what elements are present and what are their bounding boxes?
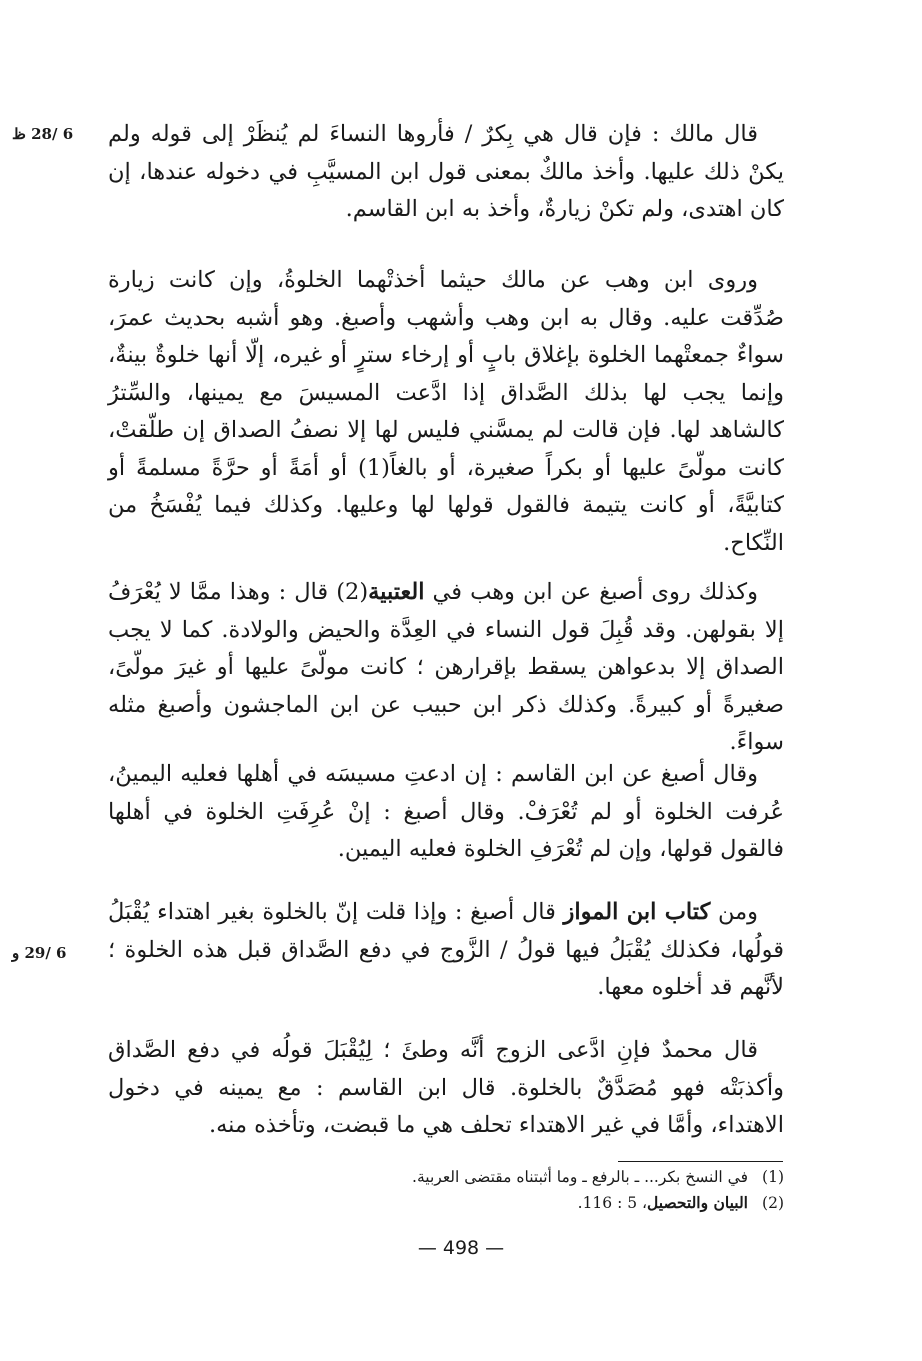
footnote-1-number: (1) bbox=[762, 1168, 784, 1186]
footnote-2-number: (2) bbox=[762, 1194, 784, 1212]
book-title-ibn-al-mawwaz: كتاب ابن المواز bbox=[563, 899, 711, 925]
margin-folio-ref-28: 6 /28 ظ bbox=[12, 125, 74, 143]
paragraph-5-text-b: قال أصبغ : وإذا قلت إنّ بالخلوة بغير اهتداء يُقْبَلُ قولُها، فكذلك يُقْبَلُ فيها قولُ / الزَّوج في دفع الصَّداق قبل هذه الخلوة ؛ لأنَّهم قد أخلوه معها. bbox=[108, 899, 784, 1000]
footnote-1 bbox=[300, 1164, 784, 1190]
margin-folio-ref-29: 6 /29 و bbox=[12, 944, 67, 962]
footnote-2-text: ، 5 : 116. bbox=[577, 1194, 648, 1212]
footnote-2-book-title: البيان والتحصيل bbox=[647, 1193, 748, 1212]
footnote-1-text: في النسخ بكر... ـ بالرفع ـ وما أثبتناه مقتضى العربية. bbox=[412, 1168, 748, 1186]
paragraph-4 bbox=[108, 756, 784, 869]
paragraph-5 bbox=[108, 894, 784, 1007]
paragraph-3-text-a: وكذلك روى أصبغ عن ابن وهب في bbox=[424, 579, 759, 605]
page-number: — 498 — bbox=[417, 1237, 505, 1259]
paragraph-3 bbox=[108, 574, 784, 762]
paragraph-2 bbox=[108, 262, 784, 562]
paragraph-1-text: قال مالك : فإن قال هي بِكرٌ / فأروها النساءَ لم يُنظَرْ إلى قوله ولم يكنْ ذلك عليها. وأخذ مالكٌ بمعنى قول ابن المسيَّبِ في دخوله عندها، إن كان اهتدى، ولم تكنْ زيارةٌ، وأخذ به ابن القاسم. bbox=[108, 121, 784, 222]
paragraph-6-text: قال محمدٌ فإنِ ادَّعى الزوج أنَّه وطئَ ؛ لِيُقْبَلَ قولُه في دفع الصَّداق وأكذبَتْه فهو مُصَدَّقٌ بالخلوة. قال ابن القاسم : مع يمينه في دخول الاهتداء، وأمَّا في غير الاهتداء تحلف هي ما قبضت، وتأخذه منه. bbox=[108, 1037, 784, 1138]
book-title-utbiyya: العتبية bbox=[368, 579, 425, 605]
paragraph-2-text: وروى ابن وهب عن مالك حيثما أخذتْهما الخلوةُ، وإن كانت زيارة صُدِّقت عليه. وقال به ابن وهب وأشهب وأصبغ. وهو أشبه بحديث عمرَ، سواءٌ جمعتْهما الخلوة بإغلاق بابٍ أو إرخاء سترٍ أو غيره، إلّا أنها خلوةٌ بينةٌ، وإنما يجب لها بذلك الصَّداق إذا ادَّعت المسيسَ مع يمينها، والسِّترُ كالشاهد لها. فإن قالت لم يمسَّني فليس لها إلا نصفُ الصداق إن طلّقتْ، كانت مولّىً عليها أو بكراً صغيرة، أو بالغاً(1) أو أمَةً أو حرَّةً مسلمةً أو كتابيَّةً، أو كانت يتيمة فالقول قولها لها وعليها. وكذلك فيما يُفْسَخُ من النِّكاح. bbox=[108, 267, 784, 556]
paragraph-5-text-a: ومن bbox=[710, 899, 759, 925]
footnotes bbox=[300, 1164, 784, 1216]
footnote-separator bbox=[618, 1161, 783, 1162]
paragraph-1 bbox=[108, 116, 784, 229]
paragraph-4-text: وقال أصبغ عن ابن القاسم : إن ادعتِ مسيسَه في أهلها فعليه اليمينُ، عُرفت الخلوة أو لم تُعْرَفْ. وقال أصبغ : إنْ عُرِفَتِ الخلوة في أهلها فالقول قولها، وإن لم تُعْرَفِ الخلوة فعليه اليمين. bbox=[108, 761, 784, 862]
paragraph-6 bbox=[108, 1032, 784, 1145]
footnote-2 bbox=[300, 1190, 784, 1216]
paragraph-3-text-b: (2) قال : وهذا ممَّا لا يُعْرَفُ إلا بقولهن. وقد قُبِلَ قول النساء في العِدَّة والحيض والولادة. كما لا يجب الصداق إلا بدعواهن يسقط بإقرارهن ؛ كانت مولّىً عليها أو غيرَ مولّىً، صغيرةً أو كبيرةً. وكذلك ذكر ابن حبيب عن ابن الماجشون وأصبغ مثله سواءً. bbox=[108, 579, 784, 755]
